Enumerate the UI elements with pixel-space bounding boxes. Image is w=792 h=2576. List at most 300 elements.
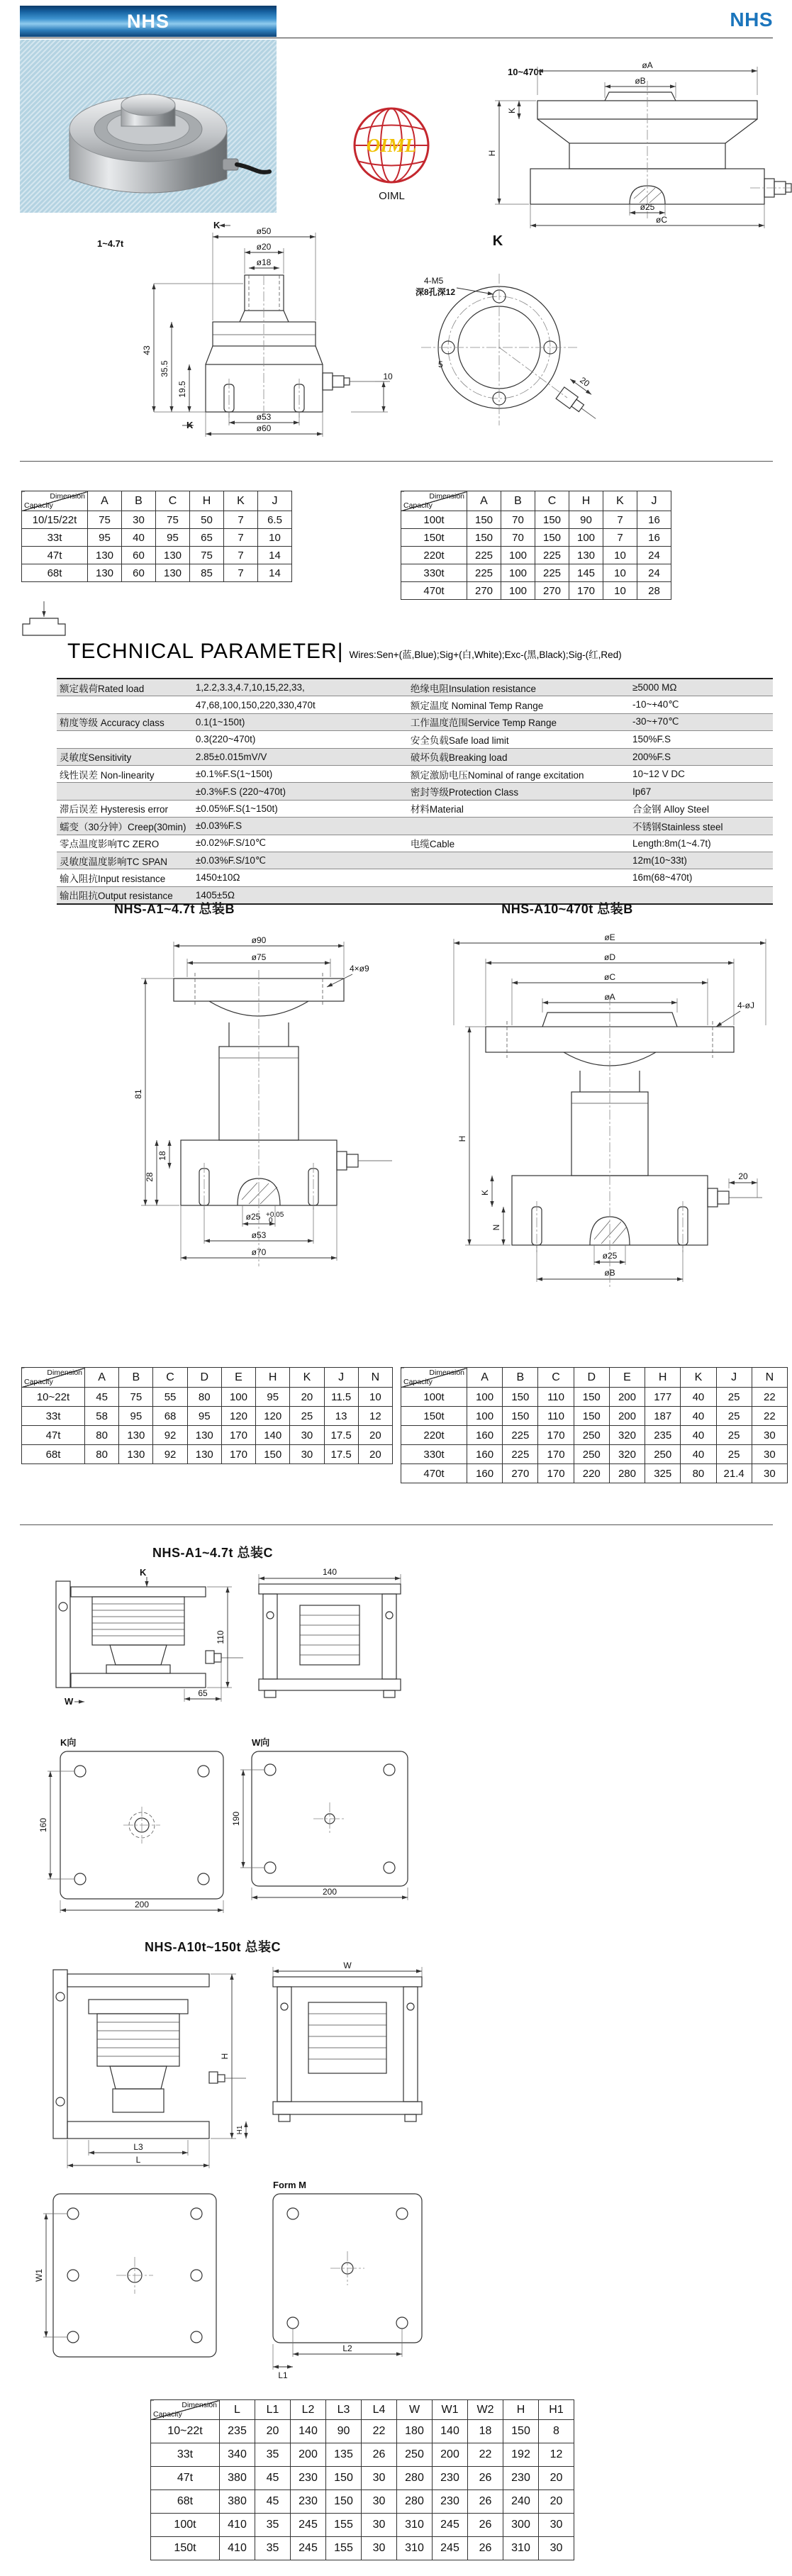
value-cell: 140	[433, 2420, 468, 2443]
value-cell: 170	[221, 1445, 255, 1464]
value-cell: 30	[752, 1464, 787, 1483]
value-cell: 20	[539, 2490, 574, 2514]
view-title: K	[492, 233, 503, 249]
tech-parameter-row	[57, 748, 773, 765]
value-cell: 170	[538, 1464, 574, 1483]
value-cell: 150	[326, 2467, 362, 2490]
value-cell: 340	[220, 2443, 255, 2467]
value-cell: 160	[467, 1426, 503, 1445]
dim-label: 160	[38, 1817, 48, 1833]
value-cell: 280	[609, 1464, 645, 1483]
hole-callout: 4-M5	[424, 276, 444, 286]
section-title-c2: NHS-A10t~150t 总装C	[144, 1940, 281, 1954]
value-cell: 7	[224, 529, 258, 547]
section-mark-w: W	[65, 1696, 74, 1707]
dim-label: 5	[438, 359, 443, 369]
table-row	[401, 1464, 788, 1483]
section-mark-k: K	[213, 220, 221, 230]
value-cell: 40	[681, 1407, 716, 1426]
capacity-cell: 10~22t	[151, 2420, 220, 2443]
value-cell: 130	[187, 1445, 221, 1464]
drawing-side-view-1-4.7t	[67, 216, 401, 440]
capacity-cell: 33t	[151, 2443, 220, 2467]
value-cell: 250	[397, 2443, 433, 2467]
value-cell: 150	[256, 1445, 290, 1464]
parameter-label: 线性误差 Non-linearity	[60, 769, 155, 781]
parameter-value: 12m(10~33t)	[632, 855, 687, 866]
value-cell: 22	[468, 2443, 503, 2467]
value-cell: 320	[609, 1445, 645, 1464]
value-cell: 130	[119, 1426, 153, 1445]
value-cell: 40	[122, 529, 156, 547]
value-cell: 70	[501, 529, 535, 547]
parameter-label: 灵敏度Sensitivity	[60, 752, 132, 764]
header-banner	[20, 6, 277, 37]
value-cell: 130	[88, 564, 122, 582]
parameter-value: 不锈钢Stainless steel	[632, 821, 723, 832]
table-row	[22, 511, 292, 529]
column-header: N	[358, 1368, 392, 1388]
value-cell: 100	[501, 582, 535, 600]
dim-label: ø25	[245, 1212, 261, 1222]
value-cell: 245	[433, 2537, 468, 2560]
capacity-cell: 100t	[151, 2514, 220, 2537]
value-cell: 60	[122, 564, 156, 582]
dim-label: L1	[278, 2370, 288, 2380]
value-cell: 20	[358, 1445, 392, 1464]
value-cell: 100	[467, 1388, 503, 1407]
value-cell: 225	[467, 564, 501, 582]
section-divider	[20, 461, 773, 462]
value-cell: 26	[468, 2467, 503, 2490]
value-cell: 170	[538, 1445, 574, 1464]
dimension-table-1-68t	[21, 491, 292, 582]
dim-label: ø53	[256, 412, 272, 422]
value-cell: 200	[609, 1407, 645, 1426]
value-cell: 380	[220, 2490, 255, 2514]
value-cell: 230	[503, 2467, 539, 2490]
column-header: A	[88, 491, 122, 511]
capacity-cell: 47t	[22, 1426, 85, 1445]
capacity-cell: 150t	[401, 529, 467, 547]
column-header: L2	[291, 2400, 326, 2420]
value-cell: 225	[503, 1426, 538, 1445]
value-cell: 270	[467, 582, 501, 600]
dim-label: ø75	[251, 952, 267, 962]
parameter-value: 合金钢 Alloy Steel	[632, 804, 710, 815]
parameter-label: 灵敏度温度影响TC SPAN	[60, 856, 168, 867]
tolerance-upper: +0.05	[266, 1211, 284, 1219]
value-cell: 22	[752, 1407, 787, 1426]
parameter-value: 1450±10Ω	[195, 872, 240, 883]
dim-label: L3	[133, 2142, 143, 2152]
dim-label: ø70	[251, 1247, 267, 1257]
parameter-label: 密封等级Protection Class	[410, 787, 519, 798]
value-cell: 10	[258, 529, 292, 547]
value-cell: 90	[326, 2420, 362, 2443]
value-cell: 30	[752, 1426, 787, 1445]
parameter-value: Length:8m(1~4.7t)	[632, 837, 711, 849]
value-cell: 24	[637, 547, 671, 564]
tech-parameter-row	[57, 835, 773, 852]
value-cell: 95	[256, 1388, 290, 1407]
value-cell: 120	[221, 1407, 255, 1426]
parameter-label: 绝缘电阻Insulation resistance	[410, 683, 536, 694]
tolerance-lower: 0	[269, 1217, 273, 1225]
value-cell: 187	[645, 1407, 681, 1426]
value-cell: 150	[574, 1407, 609, 1426]
parameter-value: 47,68,100,150,220,330,470t	[195, 699, 316, 710]
parameter-label: 额定载荷Rated load	[60, 683, 145, 694]
value-cell: 80	[681, 1464, 716, 1483]
value-cell: 30	[362, 2514, 397, 2537]
value-cell: 20	[255, 2420, 291, 2443]
value-cell: 26	[468, 2490, 503, 2514]
value-cell: 16	[637, 511, 671, 529]
value-cell: 40	[681, 1445, 716, 1464]
parameter-label: 材料Material	[410, 804, 464, 815]
table-row	[401, 1445, 788, 1464]
parameter-value: 150%F.S	[632, 734, 671, 745]
column-header: L1	[255, 2400, 291, 2420]
column-header: D	[574, 1368, 609, 1388]
column-header: B	[501, 491, 535, 511]
value-cell: 75	[156, 511, 190, 529]
dim-label: 20	[738, 1171, 748, 1181]
column-header: A	[85, 1368, 119, 1388]
value-cell: 230	[291, 2467, 326, 2490]
column-header: L3	[326, 2400, 362, 2420]
table-row	[22, 1407, 393, 1426]
value-cell: 14	[258, 564, 292, 582]
value-cell: 25	[716, 1407, 752, 1426]
section-mark-k: K	[186, 420, 194, 430]
dimension-table	[401, 491, 671, 600]
dim-label: 35.5	[160, 360, 169, 377]
value-cell: 220	[574, 1464, 609, 1483]
value-cell: 310	[397, 2514, 433, 2537]
capacity-cell: 330t	[401, 1445, 467, 1464]
value-cell: 110	[538, 1407, 574, 1426]
tech-parameter-row	[57, 869, 773, 886]
value-cell: 25	[290, 1407, 324, 1426]
parameter-label: 精度等级 Accuracy class	[60, 718, 164, 729]
parameter-label: 安全负载Safe load limit	[410, 735, 509, 746]
dimension-table	[150, 2399, 574, 2560]
capacity-cell: 470t	[401, 582, 467, 600]
parameter-value: 200%F.S	[632, 751, 671, 762]
drawing-side-view-10-470t	[424, 40, 791, 234]
dim-label: N	[491, 1224, 501, 1231]
dim-label: H	[457, 1135, 467, 1142]
value-cell: 58	[85, 1407, 119, 1426]
value-cell: 10	[603, 564, 637, 582]
capacity-cell: 10/15/22t	[22, 511, 88, 529]
value-cell: 250	[645, 1445, 681, 1464]
value-cell: 192	[503, 2443, 539, 2467]
value-cell: 155	[326, 2514, 362, 2537]
value-cell: 20	[358, 1426, 392, 1445]
parameter-value: ±0.02%F.S/10℃	[195, 837, 267, 849]
value-cell: 150	[503, 1388, 538, 1407]
range-label: 1~4.7t	[97, 238, 124, 249]
parameter-label: 额定激励电压Nominal of range excitation	[410, 769, 584, 781]
banner-title: NHS	[126, 10, 169, 32]
value-cell: 22	[752, 1388, 787, 1407]
capacity-cell: 150t	[401, 1407, 467, 1426]
table-row	[401, 1388, 788, 1407]
dim-label: 200	[322, 1887, 338, 1897]
value-cell: 100	[569, 529, 603, 547]
value-cell: 110	[538, 1388, 574, 1407]
table-row	[401, 1426, 788, 1445]
value-cell: 150	[535, 511, 569, 529]
value-cell: 16	[637, 529, 671, 547]
dimension-table	[21, 1367, 393, 1464]
assembly-b-table-10-68t	[21, 1367, 393, 1464]
value-cell: 160	[467, 1445, 503, 1464]
oiml-logo-text: OIML	[366, 135, 417, 156]
drawing-k-view	[391, 227, 613, 442]
section-mark-k: K	[140, 1567, 147, 1578]
technical-parameter-title: TECHNICAL PARAMETER|	[67, 640, 344, 663]
table-corner-cell: Dimension Capacity	[401, 491, 467, 511]
table-row	[22, 1426, 393, 1445]
capacity-cell: 68t	[22, 1445, 85, 1464]
value-cell: 130	[187, 1426, 221, 1445]
value-cell: 50	[190, 511, 224, 529]
value-cell: 80	[187, 1388, 221, 1407]
hole-callout: 4×ø9	[350, 964, 369, 974]
value-cell: 8	[539, 2420, 574, 2443]
dim-label: 81	[133, 1089, 143, 1099]
table-corner-cell: Dimension Capacity	[401, 1368, 467, 1388]
value-cell: 130	[569, 547, 603, 564]
dim-label: 43	[142, 345, 152, 355]
column-header: D	[187, 1368, 221, 1388]
value-cell: 225	[503, 1445, 538, 1464]
dim-label: øC	[656, 215, 667, 225]
column-header: L	[220, 2400, 255, 2420]
value-cell: 12	[539, 2443, 574, 2467]
column-header: C	[156, 491, 190, 511]
parameter-value: 10~12 V DC	[632, 769, 685, 780]
parameter-value: 2.85±0.015mV/V	[195, 751, 267, 762]
value-cell: 200	[609, 1388, 645, 1407]
column-header: W2	[468, 2400, 503, 2420]
value-cell: 68	[153, 1407, 187, 1426]
value-cell: 13	[324, 1407, 358, 1426]
column-header: K	[290, 1368, 324, 1388]
table-row	[151, 2490, 574, 2514]
column-header: H	[645, 1368, 681, 1388]
value-cell: 20	[539, 2467, 574, 2490]
dim-label: 200	[134, 1900, 150, 1909]
capacity-cell: 150t	[151, 2537, 220, 2560]
value-cell: 100	[221, 1388, 255, 1407]
dim-label: 190	[231, 1811, 241, 1827]
table-row	[401, 547, 671, 564]
dim-label: 28	[145, 1172, 155, 1182]
table-row	[151, 2514, 574, 2537]
capacity-cell: 33t	[22, 1407, 85, 1426]
value-cell: 200	[291, 2443, 326, 2467]
hole-callout: 4-øJ	[737, 1000, 754, 1010]
value-cell: 10	[603, 547, 637, 564]
value-cell: 30	[539, 2537, 574, 2560]
value-cell: 250	[574, 1445, 609, 1464]
value-cell: 100	[501, 547, 535, 564]
value-cell: 6.5	[258, 511, 292, 529]
value-cell: 245	[291, 2537, 326, 2560]
dim-label: øA	[642, 60, 653, 70]
capacity-cell: 68t	[151, 2490, 220, 2514]
value-cell: 95	[88, 529, 122, 547]
value-cell: 30	[362, 2490, 397, 2514]
tech-parameter-row	[57, 817, 773, 834]
dim-label: ø25	[602, 1251, 618, 1261]
assembly-b-table-100-470t	[401, 1367, 788, 1483]
value-cell: 320	[609, 1426, 645, 1445]
parameter-label: 滞后误差 Hysteresis error	[60, 804, 169, 815]
parameter-label: 输入阻抗Input resistance	[60, 873, 166, 884]
value-cell: 310	[397, 2537, 433, 2560]
value-cell: 20	[290, 1388, 324, 1407]
column-header: K	[603, 491, 637, 511]
value-cell: 30	[290, 1445, 324, 1464]
dim-label: øE	[604, 932, 615, 942]
value-cell: 300	[503, 2514, 539, 2537]
wires-note: Wires:Sen+(蓝,Blue);Sig+(白,White);Exc-(黑,Black);Sig-(红,Red)	[349, 649, 622, 660]
value-cell: 24	[637, 564, 671, 582]
column-header: E	[221, 1368, 255, 1388]
dimension-table	[21, 491, 292, 582]
tech-parameter-row	[57, 713, 773, 730]
value-cell: 80	[85, 1426, 119, 1445]
dim-label: øC	[604, 972, 615, 982]
tech-parameter-row	[57, 765, 773, 782]
hole-callout-depth: 深8孔深12	[415, 287, 456, 297]
value-cell: 380	[220, 2467, 255, 2490]
parameter-value: ±0.03%F.S/10℃	[195, 854, 267, 866]
value-cell: 12	[358, 1407, 392, 1426]
value-cell: 100	[501, 564, 535, 582]
value-cell: 225	[535, 564, 569, 582]
column-header: B	[122, 491, 156, 511]
value-cell: 30	[122, 511, 156, 529]
value-cell: 155	[326, 2537, 362, 2560]
parameter-label: 破坏负载Breaking load	[410, 752, 508, 764]
column-header: J	[258, 491, 292, 511]
value-cell: 75	[190, 547, 224, 564]
dim-label: H1	[236, 2125, 244, 2135]
column-header: K	[681, 1368, 716, 1388]
capacity-cell: 220t	[401, 1426, 467, 1445]
dim-label: H	[487, 150, 497, 157]
dim-label: øB	[604, 1268, 615, 1278]
parameter-value: Ip67	[632, 786, 652, 797]
dim-label: øA	[604, 992, 615, 1002]
table-row	[22, 1445, 393, 1464]
value-cell: 230	[433, 2490, 468, 2514]
value-cell: 40	[681, 1388, 716, 1407]
value-cell: 180	[397, 2420, 433, 2443]
value-cell: 280	[397, 2467, 433, 2490]
value-cell: 14	[258, 547, 292, 564]
value-cell: 145	[569, 564, 603, 582]
column-header: H1	[539, 2400, 574, 2420]
dim-label: W	[343, 1961, 352, 1970]
value-cell: 95	[187, 1407, 221, 1426]
table-corner-cell: Dimension Capacity	[22, 491, 88, 511]
dim-label: 18	[157, 1151, 167, 1161]
table-row	[401, 529, 671, 547]
value-cell: 35	[255, 2537, 291, 2560]
drawing-assembly-b-1-4.7t	[67, 927, 401, 1316]
value-cell: 95	[156, 529, 190, 547]
dim-label: ø20	[256, 242, 272, 252]
capacity-cell: 33t	[22, 529, 88, 547]
table-row	[22, 529, 292, 547]
technical-parameter-table	[57, 678, 773, 905]
value-cell: 140	[291, 2420, 326, 2443]
dim-label: 140	[322, 1567, 338, 1577]
value-cell: 10	[603, 582, 637, 600]
tech-parameter-row	[57, 800, 773, 817]
table-corner-cell: Dimension Capacity	[151, 2400, 220, 2420]
capacity-cell: 330t	[401, 564, 467, 582]
value-cell: 135	[326, 2443, 362, 2467]
value-cell: 150	[467, 511, 501, 529]
value-cell: 7	[224, 547, 258, 564]
value-cell: 150	[503, 2420, 539, 2443]
value-cell: 26	[468, 2514, 503, 2537]
parameter-value: ±0.03%F.S	[195, 820, 242, 832]
table-row	[401, 511, 671, 529]
drawing-assembly-c-1-4.7t	[39, 1566, 415, 1920]
column-header: H	[256, 1368, 290, 1388]
dim-label: ø50	[256, 226, 272, 236]
section-title-b2: NHS-A10~470t 总装B	[501, 902, 633, 916]
value-cell: 35	[255, 2514, 291, 2537]
section-title-c1: NHS-A1~4.7t 总装C	[152, 1546, 274, 1560]
value-cell: 250	[574, 1426, 609, 1445]
value-cell: 55	[153, 1388, 187, 1407]
value-cell: 270	[503, 1464, 538, 1483]
table-row	[151, 2467, 574, 2490]
column-header: H	[569, 491, 603, 511]
capacity-cell: 10~22t	[22, 1388, 85, 1407]
value-cell: 310	[503, 2537, 539, 2560]
value-cell: 170	[221, 1426, 255, 1445]
column-header: A	[467, 491, 501, 511]
value-cell: 160	[467, 1464, 503, 1483]
column-header: W1	[433, 2400, 468, 2420]
value-cell: 92	[153, 1445, 187, 1464]
view-label: W向	[252, 1737, 270, 1748]
column-header: W	[397, 2400, 433, 2420]
column-header: J	[324, 1368, 358, 1388]
value-cell: 230	[291, 2490, 326, 2514]
capacity-cell: 470t	[401, 1464, 467, 1483]
tech-parameter-row	[57, 852, 773, 869]
capacity-cell: 100t	[401, 1388, 467, 1407]
table-row	[22, 1388, 393, 1407]
tech-parameter-row	[57, 782, 773, 799]
value-cell: 30	[362, 2467, 397, 2490]
parameter-value: 1,2.2,3.3,4.7,10,15,22,33,	[195, 682, 305, 693]
value-cell: 130	[88, 547, 122, 564]
